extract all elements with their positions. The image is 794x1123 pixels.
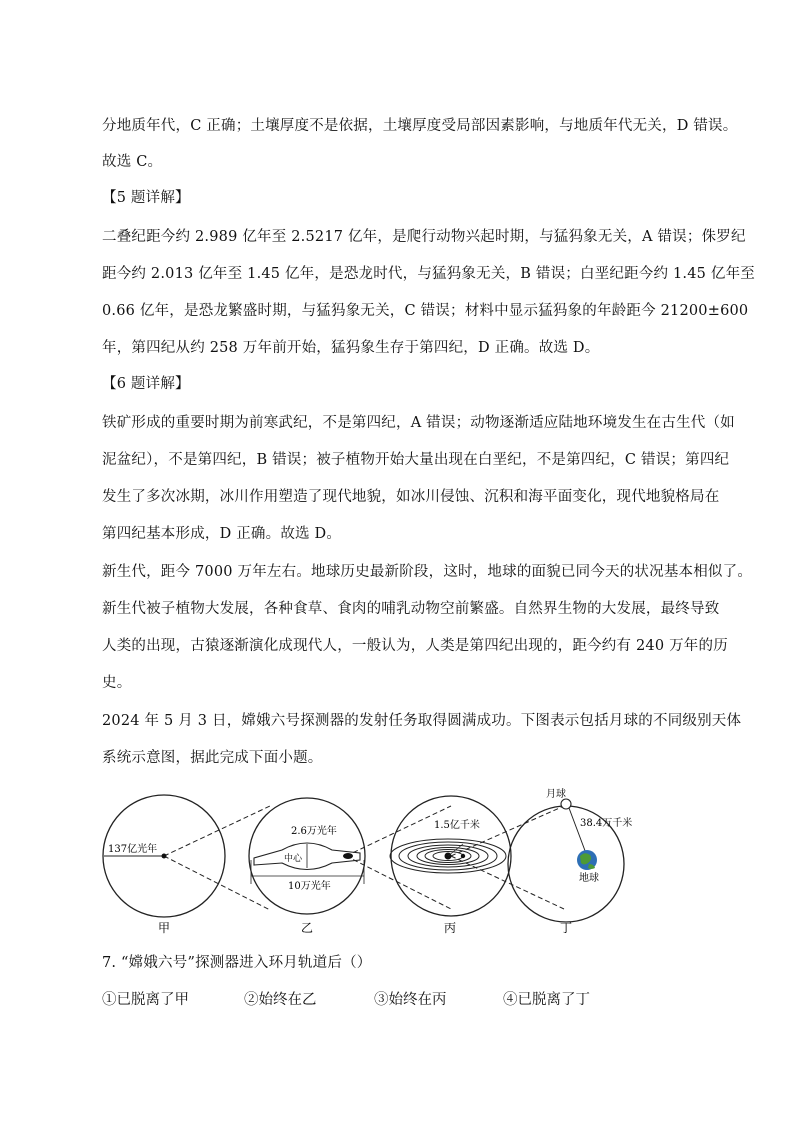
paragraph-line: 系统示意图，据此完成下面小题。	[102, 750, 323, 766]
label-ding: 丁	[560, 921, 573, 935]
paragraph-line: 史。	[102, 675, 132, 691]
option-4: ④已脱离了丁	[503, 992, 590, 1008]
option-2: ②始终在乙	[244, 992, 317, 1008]
option-1: ①已脱离了甲	[102, 992, 189, 1008]
jia-radius-label: 137亿光年	[108, 844, 158, 855]
paragraph-line: 距今约 2.013 亿年至 1.45 亿年，是恐龙时代，与猛犸象无关，B 错误；白垩纪距今约 1.45 亿年至	[102, 266, 755, 282]
option-3: ③始终在丙	[374, 992, 447, 1008]
paragraph-line: 故选 C。	[102, 154, 163, 170]
paragraph-line: 二叠纪距今约 2.989 亿年至 2.5217 亿年，是爬行动物兴起时期，与猛犸象无关，A 错误；侏罗纪	[102, 229, 746, 245]
moon	[561, 799, 571, 809]
label-jia: 甲	[158, 921, 171, 935]
bing-distance-label: 1.5亿千米	[434, 820, 480, 831]
yi-diameter-label: 10万光年	[288, 881, 331, 892]
celestial-systems-figure	[96, 784, 696, 944]
zoom-dashed-lines	[164, 806, 564, 910]
section-heading-q5: 【5 题详解】	[102, 190, 190, 206]
paragraph-line: 人类的出现，古猿逐渐演化成现代人，一般认为，人类是第四纪出现的，距今约有 240 万年的历	[102, 638, 728, 654]
label-bing: 丙	[444, 921, 457, 935]
paragraph-line: 2024 年 5 月 3 日，嫦娥六号探测器的发射任务取得圆满成功。下图表示包括月球的不同级别天体	[102, 713, 742, 729]
paragraph-line: 新生代被子植物大发展，各种食草、食肉的哺乳动物空前繁盛。自然界生物的大发展，最终导致	[102, 601, 720, 617]
earth-label: 地球	[579, 873, 599, 884]
paragraph-line: 0.66 亿年，是恐龙繁盛时期，与猛犸象无关，C 错误；材料中显示猛犸象的年龄距今 21200±600	[102, 303, 749, 319]
paragraph-line: 泥盆纪），不是第四纪，B 错误；被子植物开始大量出现在白垩纪，不是第四纪，C 错误；第四纪	[102, 452, 730, 468]
section-heading-q6: 【6 题详解】	[102, 376, 190, 392]
earth-moon-distance-label: 38.4万千米	[580, 818, 633, 829]
solar-position	[343, 853, 353, 859]
paragraph-line: 新生代，距今 7000 万年左右。地球历史最新阶段，这时，地球的面貌已同今天的状况基本相似了。	[102, 564, 753, 580]
center-dot	[162, 854, 167, 859]
question-stem: 7. “嫦娥六号”探测器进入环月轨道后（）	[102, 955, 372, 971]
paragraph-line: 分地质年代，C 正确；土壤厚度不是依据，土壤厚度受局部因素影响，与地质年代无关，D 错误。	[102, 118, 738, 134]
paragraph-line: 第四纪基本形成，D 正确。故选 D。	[102, 526, 342, 542]
paragraph-line: 年，第四纪从约 258 万年前开始，猛犸象生存于第四纪，D 正确。故选 D。	[102, 340, 600, 356]
paragraph-line: 铁矿形成的重要时期为前寒武纪，不是第四纪，A 错误；动物逐渐适应陆地环境发生在古生代（如	[102, 415, 735, 431]
yi-thickness-label: 2.6万光年	[291, 826, 337, 837]
label-yi: 乙	[301, 921, 314, 935]
earth-dot	[461, 854, 465, 858]
yi-center-label: 中心	[284, 854, 303, 864]
paragraph-line: 发生了多次冰期，冰川作用塑造了现代地貌，如冰川侵蚀、沉积和海平面变化，现代地貌格局在	[102, 489, 720, 505]
moon-label: 月球	[546, 789, 566, 800]
